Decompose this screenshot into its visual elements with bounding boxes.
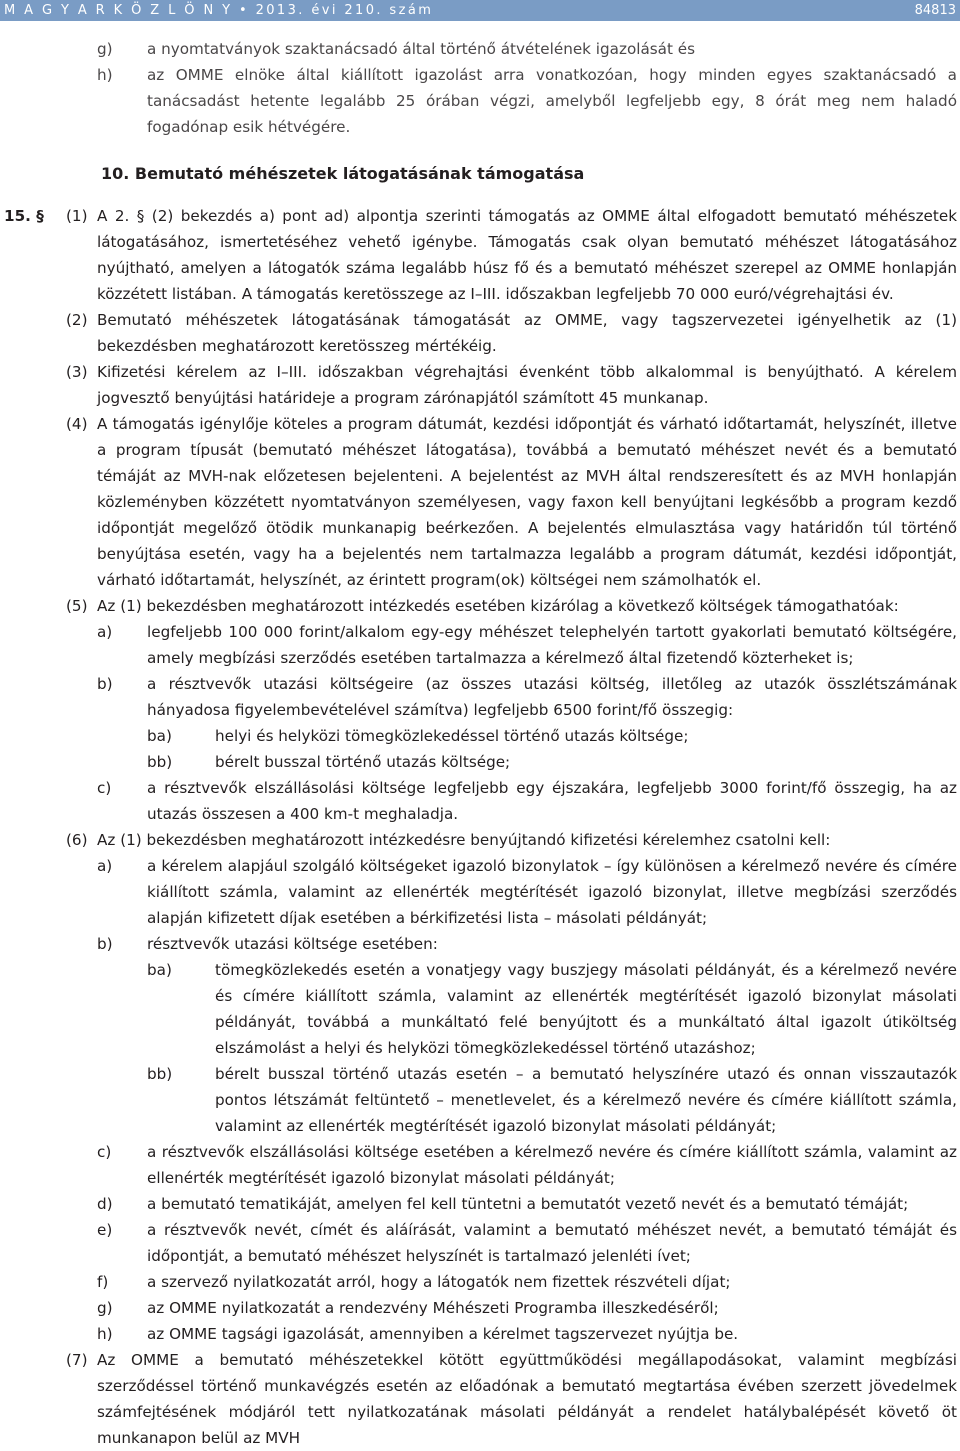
subsection [0,827,960,853]
item-label: d) [97,1195,113,1213]
item-label: (6) [66,831,88,849]
intro-item [0,62,960,140]
subsection [0,307,960,359]
item-text: tömegközlekedés esetén a vonatjegy vagy buszjegy másolati példányát, és a kérelmező nevére és címére kiállított számla, valamint az ellenérték megtérítését igazoló bizonylat másolati példányát, továbbá a munkáltató felé benyújtott és a munkáltató által igazolt útiköltség elszámolást a helyi és helyközi tömegközlekedéssel történő utazáshoz; [215,961,957,1057]
subsection-item [0,1139,960,1191]
item-label: (5) [66,597,88,615]
item-label: (3) [66,363,88,381]
item-text: bérelt busszal történő utazás esetén – a bemutató helyszínére utazó és onnan visszautazók pontos létszámát feltüntető – menetlevelet, és a kérelmező nevére és címére kiállított számla, valamint az ellenérték megtérítését igazoló bizonylat másolati példányát; [215,1065,957,1135]
item-text: a kérelem alapjául szolgáló költségeket igazoló bizonylatok – így különösen a kérelmező nevére és címére kiállított számla, valamint az ellenérték megtérítését igazoló bizonylat, illetve megbízási szerződés alapján kifizetett díjak esetében a bérkifizetési lista – másolati példányát; [147,857,957,927]
item-label: ba) [147,961,172,979]
item-label: h) [97,66,113,84]
item-text: a résztvevők elszállásolási költsége esetében a kérelmező nevére és címére kiállított számla, valamint az ellenérték megtérítését igazoló bizonylat másolati példányát; [147,1143,957,1187]
subsection-item [0,1217,960,1269]
item-label: g) [97,1299,113,1317]
item-text: Az (1) bekezdésben meghatározott intézkedésre benyújtandó kifizetési kérelemhez csatolni kell: [97,831,831,849]
item-text: az OMME elnöke által kiállított igazolást arra vonatkozóan, hogy minden egyes szaktanácsadó a tanácsadást hetente legalább 25 órában végzi, amelyből legfeljebb egy, 8 órát meg nem haladó fogadónap esik hétvégére. [147,66,957,136]
subsection-item [0,1321,960,1347]
item-label: b) [97,675,113,693]
subsection-subitem [0,957,960,1061]
item-label: (7) [66,1351,88,1369]
subsection-subitem [0,723,960,749]
item-label: c) [97,1143,112,1161]
item-label: (2) [66,311,88,329]
item-label: e) [97,1221,113,1239]
item-text: Kifizetési kérelem az I–III. időszakban végrehajtási évenként több alkalommal is benyújtható. A kérelem jogvesztő benyújtási határideje a program zárónapjától számított 45 munkanap. [97,363,957,407]
item-text: a résztvevők elszállásolási költsége legfeljebb egy éjszakára, legfeljebb 3000 forint/fő összegig, ha az utazás összesen a 400 km-t meghaladja. [147,779,957,823]
item-text: résztvevők utazási költsége esetében: [147,935,438,953]
document-body [0,36,960,1451]
paragraph-15 [0,203,960,1451]
item-text: a szervező nyilatkozatát arról, hogy a látogatók nem fizettek részvételi díjat; [147,1273,731,1291]
item-text: a bemutató tematikáját, amelyen fel kell tüntetni a bemutatót vezető nevét és a bemutató témáját; [147,1195,909,1213]
item-text: A támogatás igénylője köteles a program dátumát, kezdési időpontját és várható időtartamát, helyszínét, illetve a program típusát (bemutató méhészet látogatása), továbbá a bemutató méhészet nevét és a bemutató témáját az MVH-nak előzetesen bejelenteni. A bejelentést az MVH által rendszeresített és az MVH honlapján közleményben közzétett nyomtatványon személyesen, vagy faxon kell benyújtani legkésőbb a program kezdő időpontját megelőző ötödik munkanapig beérkezően. A bejelentés elmulasztása vagy határidőn túl történő benyújtása esetén, vagy ha a bejelentés nem tartalmazza legalább a program dátumát, kezdési időpontját, várható időtartamát, helyszínét, az érintett program(ok) költségei nem számolhatók el. [97,415,957,589]
item-text: legfeljebb 100 000 forint/alkalom egy-egy méhészet telephelyén tartott gyakorlati bemutató költségére, amely megbízási szerződés esetében tartalmazza a kérelmező által fizetendő közterheket is; [147,623,957,667]
subsection [0,359,960,411]
item-text: helyi és helyközi tömegközlekedéssel történő utazás költsége; [215,727,689,745]
item-text: Az OMME a bemutató méhészetekkel kötött együttműködési megállapodásokat, valamint megbízási szerződéssel történő munkavégzés esetén az előadónak a bemutató megtartása évében szerzett jövedelmek számfejtésének módjáról tett nyilatkozatának másolati példányát a rendelet hatálybalépését követő öt munkanapon belül az MVH [97,1351,957,1447]
item-label: ba) [147,727,172,745]
subsection [0,1347,960,1451]
subsection-item [0,671,960,723]
item-text: az OMME tagsági igazolását, amennyiben a kérelmet tagszervezet nyújtja be. [147,1325,739,1343]
item-text: bérelt busszal történő utazás költsége; [215,753,511,771]
subsection-item [0,931,960,957]
subsection-subitem [0,1061,960,1139]
item-label: bb) [147,1065,173,1083]
item-label: g) [97,40,113,58]
item-label: (4) [66,415,88,433]
intro-list [0,36,960,140]
page-number: 84813 [914,3,956,18]
item-text: a résztvevők nevét, címét és aláírását, valamint a bemutató méhészet nevét, a bemutató témáját és időpontját, a bemutató méhészet helyszínét is tartalmazó jelenléti ívet; [147,1221,957,1265]
subsection-item [0,1295,960,1321]
item-text: a résztvevők utazási költségeire (az összes utazási költség, illetőleg az utazók összlétszámának hányadosa figyelembevételével számítva) legfeljebb 6500 forint/fő összegig: [147,675,957,719]
item-label: b) [97,935,113,953]
subsection-item [0,619,960,671]
subsection [0,411,960,593]
item-label: (1) [66,207,88,225]
item-text: A 2. § (2) bekezdés a) pont ad) alpontja szerinti támogatás az OMME által elfogadott bemutató méhészetek látogatásához, ismertetéséhez vehető igénybe. Támogatás csak olyan bemutató méhészet látogatásához nyújtható, amelyen a látogatók száma legalább húsz fő és a bemutató méhészet szerepel az OMME honlapján közzétett listában. A támogatás keretösszege az I–III. időszakban legfeljebb 70 000 euró/végrehajtási év. [97,207,957,303]
item-label: a) [97,623,113,641]
subsection [0,203,960,307]
intro-item [0,36,960,62]
subsection-item [0,1191,960,1217]
item-label: a) [97,857,113,875]
subsection-subitem [0,749,960,775]
publication-title: M A G Y A R K Ö Z L Ö N Y • 2013. évi 210. szám [4,3,434,18]
subsection-item [0,1269,960,1295]
item-text: a nyomtatványok szaktanácsadó által történő átvételének igazolását és [147,40,696,58]
item-label: c) [97,779,112,797]
section-heading: 10. Bemutató méhészetek látogatásának támogatása [101,164,585,183]
item-label: bb) [147,753,173,771]
subsection [0,593,960,619]
item-text: az OMME nyilatkozatát a rendezvény Méhészeti Programba illeszkedéséről; [147,1299,719,1317]
item-label: f) [97,1273,109,1291]
subsection-item [0,775,960,827]
item-text: Bemutató méhészetek látogatásának támogatását az OMME, vagy tagszervezetei igényelhetik az (1) bekezdésben meghatározott keretösszeg mértékéig. [97,311,957,355]
subsection-item [0,853,960,931]
item-label: h) [97,1325,113,1343]
paragraph-number: 15. § [4,207,44,225]
page-header [0,0,960,21]
item-text: Az (1) bekezdésben meghatározott intézkedés esetében kizárólag a következő költségek támogathatóak: [97,597,899,615]
